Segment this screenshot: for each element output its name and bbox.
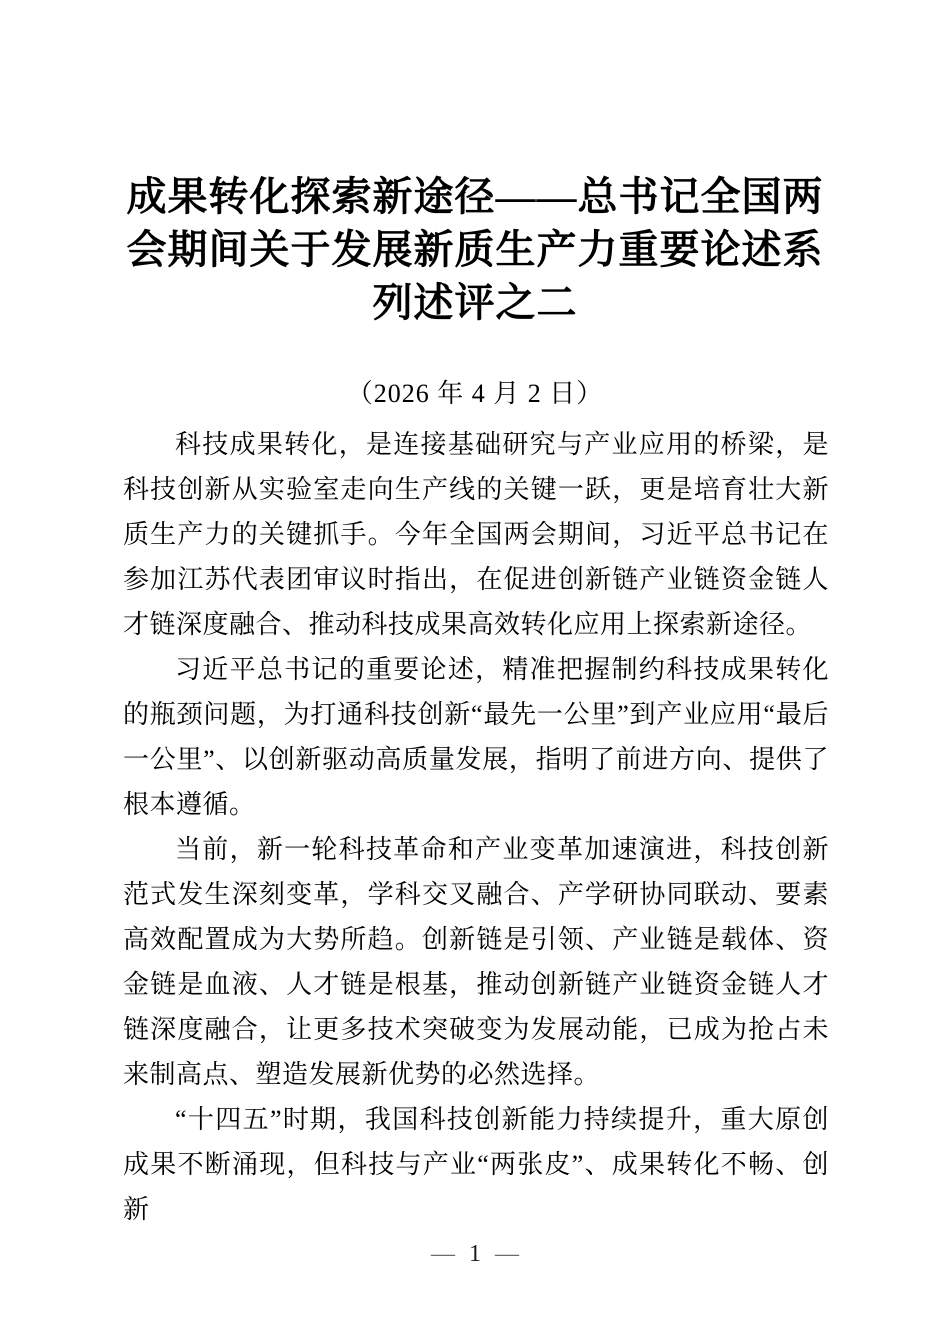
body-paragraph-4: “十四五”时期，我国科技创新能力持续提升，重大原创成果不断涌现，但科技与产业“两张皮”、成果转化不畅、创新: [123, 1105, 829, 1224]
date-line: （2026 年 4 月 2 日）: [346, 379, 604, 408]
document-title-line-2: 会期间关于发展新质生产力重要论述系: [126, 227, 824, 272]
document-title-line-1: 成果转化探索新途径——总书记全国两: [126, 174, 824, 219]
page-number: 1: [469, 1241, 481, 1267]
body-paragraph-2: 习近平总书记的重要论述，精准把握制约科技成果转化的瓶颈问题，为打通科技创新“最先一公里”到产业应用“最后一公里”、以创新驱动高质量发展，指明了前进方向、提供了根本遵循。: [123, 655, 829, 819]
footer-dash-right: —: [495, 1241, 519, 1267]
footer-dash-left: —: [431, 1241, 455, 1267]
document-title: [120, 170, 830, 329]
document-body: [123, 422, 829, 1232]
body-paragraph-3: 当前，新一轮科技革命和产业变革加速演进，科技创新范式发生深刻变革，学科交叉融合、产学研协同联动、要素高效配置成为大势所趋。创新链是引领、产业链是载体、资金链是血液、人才链是根基，推动创新链产业链资金链人才链深度融合，让更多技术突破变为发展动能，已成为抢占未来制高点、塑造发展新优势的必然选择。: [123, 835, 829, 1089]
document-title-line-3: 列述评之二: [372, 280, 578, 325]
page-footer: [0, 1239, 950, 1269]
body-paragraph-1: 科技成果转化，是连接基础研究与产业应用的桥梁，是科技创新从实验室走向生产线的关键一跃，更是培育壮大新质生产力的关键抓手。今年全国两会期间，习近平总书记在参加江苏代表团审议时指出，在促进创新链产业链资金链人才链深度融合、推动科技成果高效转化应用上探索新途径。: [123, 430, 829, 639]
